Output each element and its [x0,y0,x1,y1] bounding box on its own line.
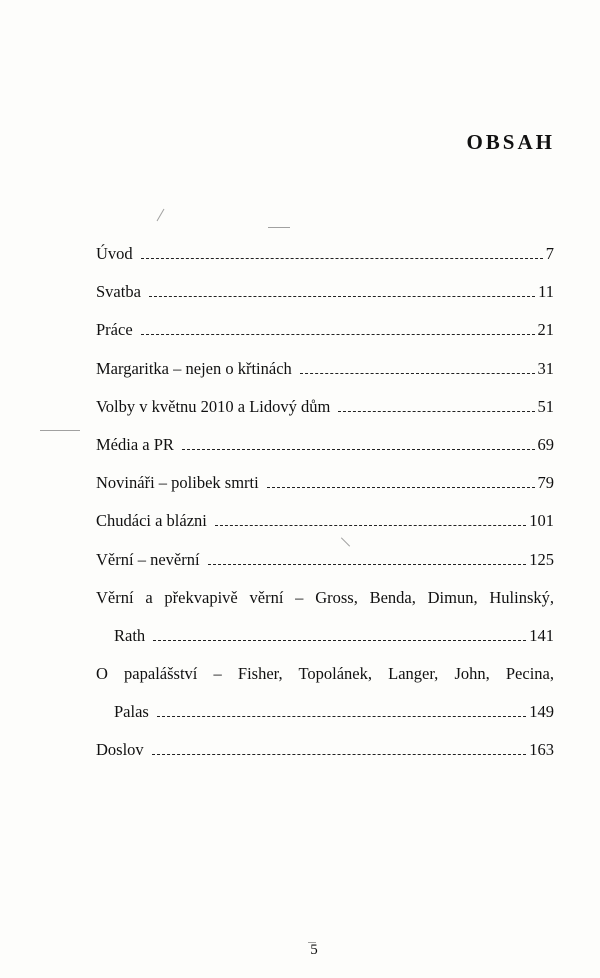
toc-entry-title: Média a PR [96,434,174,454]
dot-leader [267,487,535,488]
toc-entry-page: 149 [529,702,554,722]
toc-entry-title: Svatba [96,282,141,302]
dot-leader [152,754,527,755]
toc-entry[interactable] [96,243,554,281]
toc-entry[interactable] [96,319,554,357]
toc-entry[interactable] [96,434,554,472]
dot-leader [300,373,535,374]
toc-entry-page: 51 [537,396,554,416]
toc-entry-page: 11 [538,282,554,302]
toc-entry-title: Novináři – polibek smrti [96,473,259,493]
scan-speck [40,430,80,431]
toc-entry[interactable] [96,472,554,510]
toc-entry-title: Věrní a překvapivě věrní – Gross, Benda, Dimun, Hulinský, [96,587,554,607]
toc-entry-title: Palas [114,702,149,722]
toc-entry-title: O papalášství – Fisher, Topolánek, Langer, John, Pecina, [96,664,554,684]
toc-entry[interactable] [96,396,554,434]
toc-entry-title: Doslov [96,740,144,760]
toc-entry-title: Chudáci a blázni [96,511,207,531]
toc-entry-first-line[interactable] [96,663,554,701]
dot-leader [182,449,535,450]
toc-entry-page: 163 [529,740,554,760]
toc-entry-page: 79 [537,473,554,493]
toc-entry[interactable] [96,510,554,548]
toc-entry-page: 125 [529,549,554,569]
toc-entry-title: Margaritka – nejen o křtinách [96,358,292,378]
dot-leader [157,716,526,717]
toc-entry-page: 31 [537,358,554,378]
toc-entry-title: Práce [96,320,133,340]
toc-entry-page: 141 [529,625,554,645]
toc-entry-page: 7 [545,244,554,263]
dot-leader [338,411,534,412]
toc-entry-continuation[interactable] [96,625,554,663]
dot-leader [215,525,526,526]
page-title: OBSAH [466,130,555,154]
toc-entry[interactable] [96,358,554,396]
toc-entry-page: 21 [537,320,554,340]
toc-entry-title: Volby v květnu 2010 a Lidový dům [96,396,331,416]
toc-entry-page: 69 [537,434,554,454]
toc-entry-first-line[interactable] [96,587,554,625]
dot-leader [149,296,535,297]
toc-entry[interactable] [96,739,554,777]
dot-leader [153,640,526,641]
page-number: 5 [310,942,318,958]
dot-leader [141,334,535,335]
toc-entry[interactable] [96,549,554,587]
dot-leader [208,564,527,565]
dot-leader [141,258,543,259]
toc-entry-continuation[interactable] [96,701,554,739]
scan-speck [157,209,165,222]
table-of-contents [96,243,554,778]
toc-entry-title: Úvod [96,244,133,263]
scan-speck [268,227,290,228]
toc-entry-title: Věrní – nevěrní [96,549,200,569]
toc-entry-title: Rath [114,625,146,645]
toc-entry[interactable] [96,281,554,319]
toc-entry-page: 101 [529,511,554,531]
